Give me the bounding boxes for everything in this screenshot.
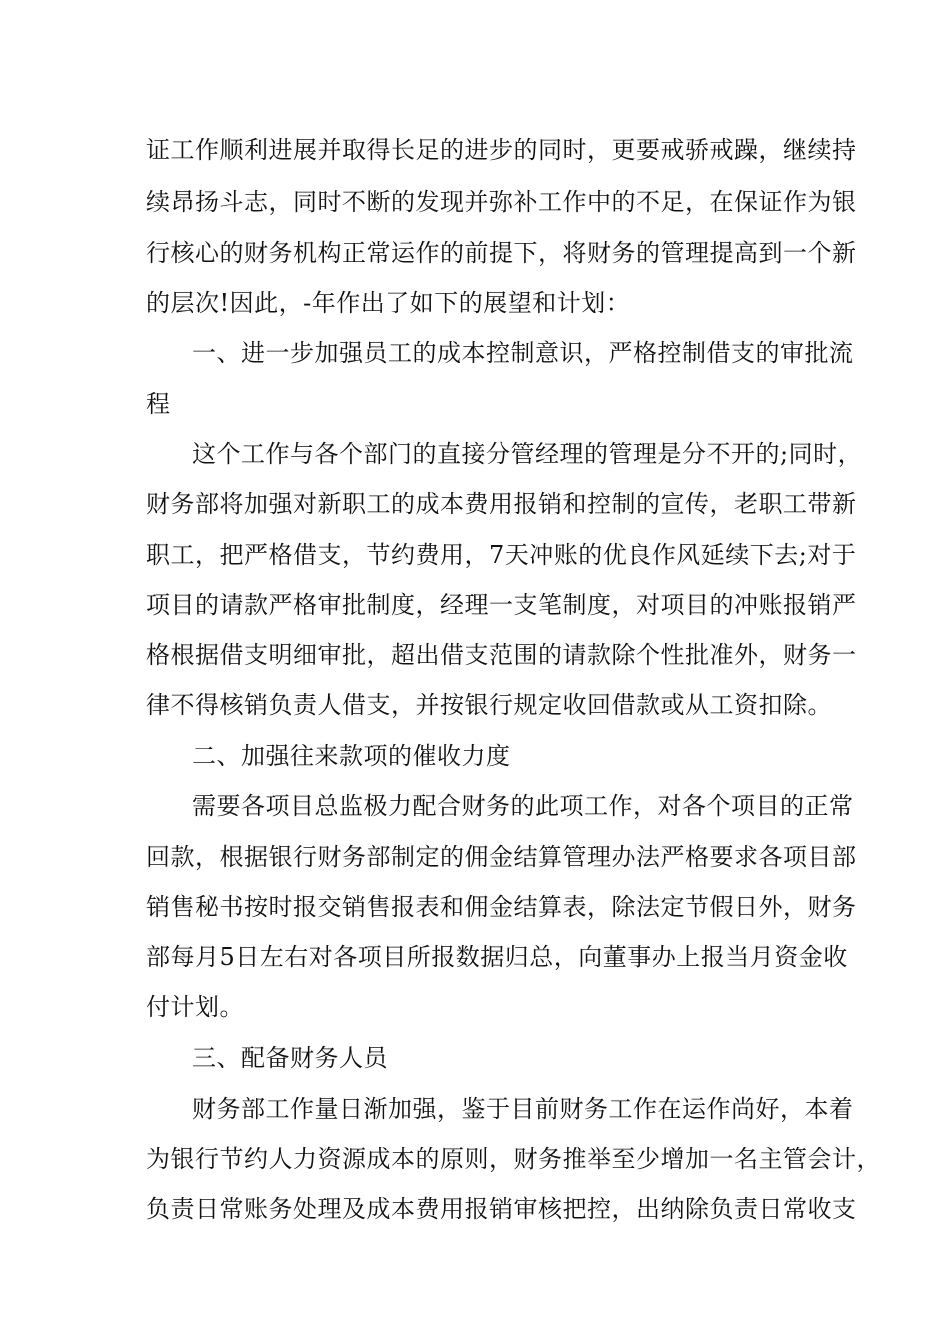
text-line: 格根据借支明细审批，超出借支范围的请款除个性批准外，财务一 — [146, 641, 857, 669]
text-line: 律不得核销负责人借支，并按银行规定收回借款或从工资扣除。 — [146, 691, 832, 719]
text-line: 财务部将加强对新职工的成本费用报销和控制的宣传，老职工带新 — [146, 490, 857, 518]
text-line: 回款，根据银行财务部制定的佣金结算管理办法严格要求各项目部 — [146, 843, 857, 871]
paragraph-start: 这个工作与各个部门的直接分管经理的管理是分不开的;同时， — [192, 440, 863, 468]
text-line: 付计划。 — [146, 993, 244, 1021]
text-line: 证工作顺利进展并取得长足的进步的同时，更要戒骄戒躁，继续持 — [146, 136, 857, 164]
text-line: 部每月5日左右对各项目所报数据归总，向董事办上报当月资金收 — [146, 943, 848, 971]
text-line: 负责日常账务处理及成本费用报销审核把控，出纳除负责日常收支 — [146, 1195, 857, 1223]
text-line: 行核心的财务机构正常运作的前提下，将财务的管理提高到一个新 — [146, 239, 857, 267]
text-line: 销售秘书按时报交销售报表和佣金结算表，除法定节假日外，财务 — [146, 893, 857, 921]
paragraph-start: 财务部工作量日渐加强，鉴于目前财务工作在运作尚好，本着 — [192, 1095, 854, 1123]
section-heading: 二、加强往来款项的催收力度 — [192, 742, 511, 770]
text-line: 续昂扬斗志，同时不断的发现并弥补工作中的不足，在保证作为银 — [146, 188, 857, 216]
text-line: 为银行节约人力资源成本的原则，财务推举至少增加一名主管会计， — [146, 1145, 881, 1173]
section-heading: 一、进一步加强员工的成本控制意识，严格控制借支的审批流 — [192, 339, 854, 367]
section-heading-continuation: 程 — [146, 390, 171, 418]
section-heading: 三、配备财务人员 — [192, 1044, 388, 1072]
text-line: 的层次!因此，-年作出了如下的展望和计划： — [146, 289, 631, 317]
text-line: 职工，把严格借支，节约费用，7天冲账的优良作风延续下去;对于 — [146, 541, 857, 569]
paragraph-start: 需要各项目总监极力配合财务的此项工作，对各个项目的正常 — [192, 792, 854, 820]
text-line: 项目的请款严格审批制度，经理一支笔制度，对项目的冲账报销严 — [146, 591, 857, 619]
